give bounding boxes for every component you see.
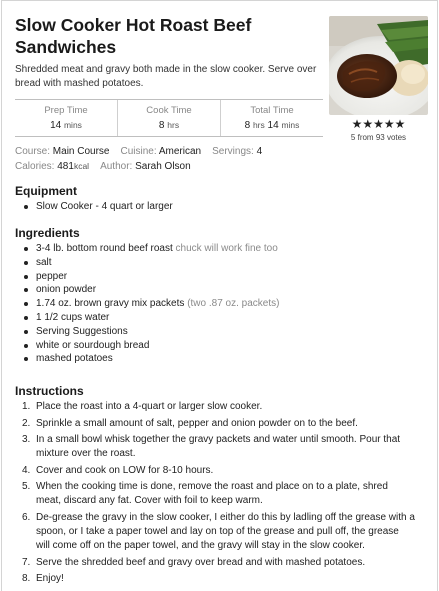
ingredient-item — [15, 339, 279, 353]
recipe-title: Slow Cooker Hot Roast Beef Sandwiches — [15, 15, 252, 57]
step-text: When the cooking time is done, remove the roast and place on to a plate, shred meat, discard any fat. Cover with foil to keep warm. — [36, 481, 388, 507]
equipment-list — [15, 200, 173, 214]
recipe-card — [1, 0, 438, 591]
step-text: Serve the shredded beef and gravy over bread and with mashed potatoes. — [36, 556, 366, 568]
instruction-step — [15, 480, 415, 508]
cook-time-number: 8 — [158, 120, 165, 131]
instructions-list — [15, 400, 415, 589]
equipment-heading: Equipment — [15, 184, 77, 198]
meta-cuisine — [121, 144, 202, 159]
ingredient-item — [15, 270, 279, 284]
recipe-photo-image — [329, 16, 428, 115]
course-value: Main Course — [52, 146, 110, 157]
step-text: Enjoy! — [36, 573, 64, 585]
ingredients-heading: Ingredients — [15, 226, 80, 240]
rating-stars[interactable]: ★★★★★ — [351, 117, 406, 131]
step-number: 4. — [22, 464, 31, 476]
total-time — [220, 100, 323, 136]
step-number: 3. — [22, 434, 31, 445]
ingredient-text: 1 1/2 cups water — [36, 311, 110, 323]
total-time-minutes: 14 — [267, 120, 279, 131]
ingredient-item — [15, 256, 279, 270]
course-label: Course: — [15, 146, 51, 157]
rating-votes: 5 from 93 votes — [350, 133, 407, 142]
ingredient-item — [15, 242, 279, 256]
instructions-heading: Instructions — [15, 384, 84, 398]
meta-servings — [212, 144, 262, 159]
recipe-photo[interactable] — [329, 16, 428, 115]
cuisine-label: Cuisine: — [120, 146, 157, 157]
instruction-step — [15, 433, 415, 461]
cuisine-value: American — [158, 146, 202, 157]
ingredient-text: onion powder — [36, 284, 97, 296]
meta-row-1 — [15, 144, 273, 159]
recipe-summary: Shredded meat and gravy both made in the slow cooker. Serve over bread with mashed potatoes. — [15, 64, 317, 89]
equipment-item-text: Slow Cooker - 4 quart or larger — [36, 201, 173, 212]
step-number: 1. — [22, 401, 31, 412]
step-text: Place the roast into a 4-quart or larger slow cooker. — [36, 401, 263, 412]
step-number: 7. — [22, 556, 31, 568]
cook-time-label: Cook Time — [146, 105, 192, 116]
step-number: 2. — [22, 417, 31, 429]
ingredient-text: mashed potatoes — [36, 353, 113, 365]
ingredient-item — [15, 311, 279, 325]
ingredient-note: chuck will work fine too — [175, 243, 278, 254]
calories-value: 481 — [57, 161, 74, 172]
instruction-step — [15, 417, 415, 431]
author-label: Author: — [100, 161, 133, 172]
ingredient-text: 1.74 oz. brown gravy mix packets — [36, 298, 185, 310]
instruction-step — [15, 556, 415, 570]
ingredient-text: white or sourdough bread — [36, 339, 150, 351]
prep-time-label: Prep Time — [44, 105, 88, 116]
meta-course — [15, 144, 110, 159]
ingredient-text: pepper — [36, 270, 68, 282]
step-text: Cover and cook on LOW for 8-10 hours. — [36, 464, 214, 476]
step-number: 6. — [22, 511, 31, 523]
servings-value[interactable]: 4 — [256, 146, 263, 157]
ingredient-item — [15, 283, 279, 297]
step-text: In a small bowl whisk together the gravy packets and water until smooth. Pour that mixture over the roast. — [36, 434, 401, 460]
equipment-item[interactable] — [15, 200, 173, 214]
step-text: De-grease the gravy in the slow cooker, I either do this by ladling off the grease with a spoon, or I take a paper towel and lay on top of the grease and pull off, the grease will come off on the paper towel, and the gravy will stay in the slow cooker. — [36, 511, 415, 552]
author-value: Sarah Olson — [135, 161, 191, 172]
total-time-hours-unit: hrs — [252, 120, 265, 130]
recipe-rating — [329, 118, 428, 142]
prep-time-number: 14 — [50, 120, 62, 131]
prep-time-unit: mins — [63, 120, 82, 130]
recipe-times — [15, 99, 323, 137]
ingredient-text: 3-4 lb. bottom round beef roast — [36, 243, 173, 254]
ingredient-item — [15, 352, 279, 366]
step-text: Sprinkle a small amount of salt, pepper and onion powder on to the beef. — [36, 417, 358, 429]
recipe-meta — [15, 144, 273, 174]
ingredients-list — [15, 242, 279, 366]
instruction-step — [15, 464, 415, 478]
cook-time — [117, 100, 220, 136]
ingredient-text: salt — [36, 256, 52, 268]
ingredient-text: Serving Suggestions — [36, 325, 128, 337]
ingredient-note: (two .87 oz. packets) — [187, 298, 280, 310]
prep-time-value — [15, 119, 117, 132]
total-time-hours: 8 — [244, 120, 251, 131]
instruction-step — [15, 572, 415, 586]
instruction-step — [15, 400, 415, 414]
step-number: 8. — [22, 573, 31, 585]
meta-calories — [15, 159, 89, 174]
instruction-step — [15, 511, 415, 554]
total-time-minutes-unit: mins — [281, 120, 300, 130]
cook-time-value — [118, 119, 220, 132]
calories-label: Calories: — [15, 161, 55, 172]
cook-time-unit: hrs — [167, 120, 180, 130]
step-number: 5. — [22, 481, 31, 493]
total-time-label: Total Time — [250, 105, 294, 116]
meta-author — [100, 159, 191, 174]
ingredient-item — [15, 297, 279, 311]
prep-time — [15, 100, 117, 136]
total-time-value — [221, 119, 323, 132]
servings-label: Servings: — [212, 146, 254, 157]
calories-unit: kcal — [73, 161, 90, 171]
ingredient-item — [15, 325, 279, 339]
meta-row-2 — [15, 159, 273, 174]
